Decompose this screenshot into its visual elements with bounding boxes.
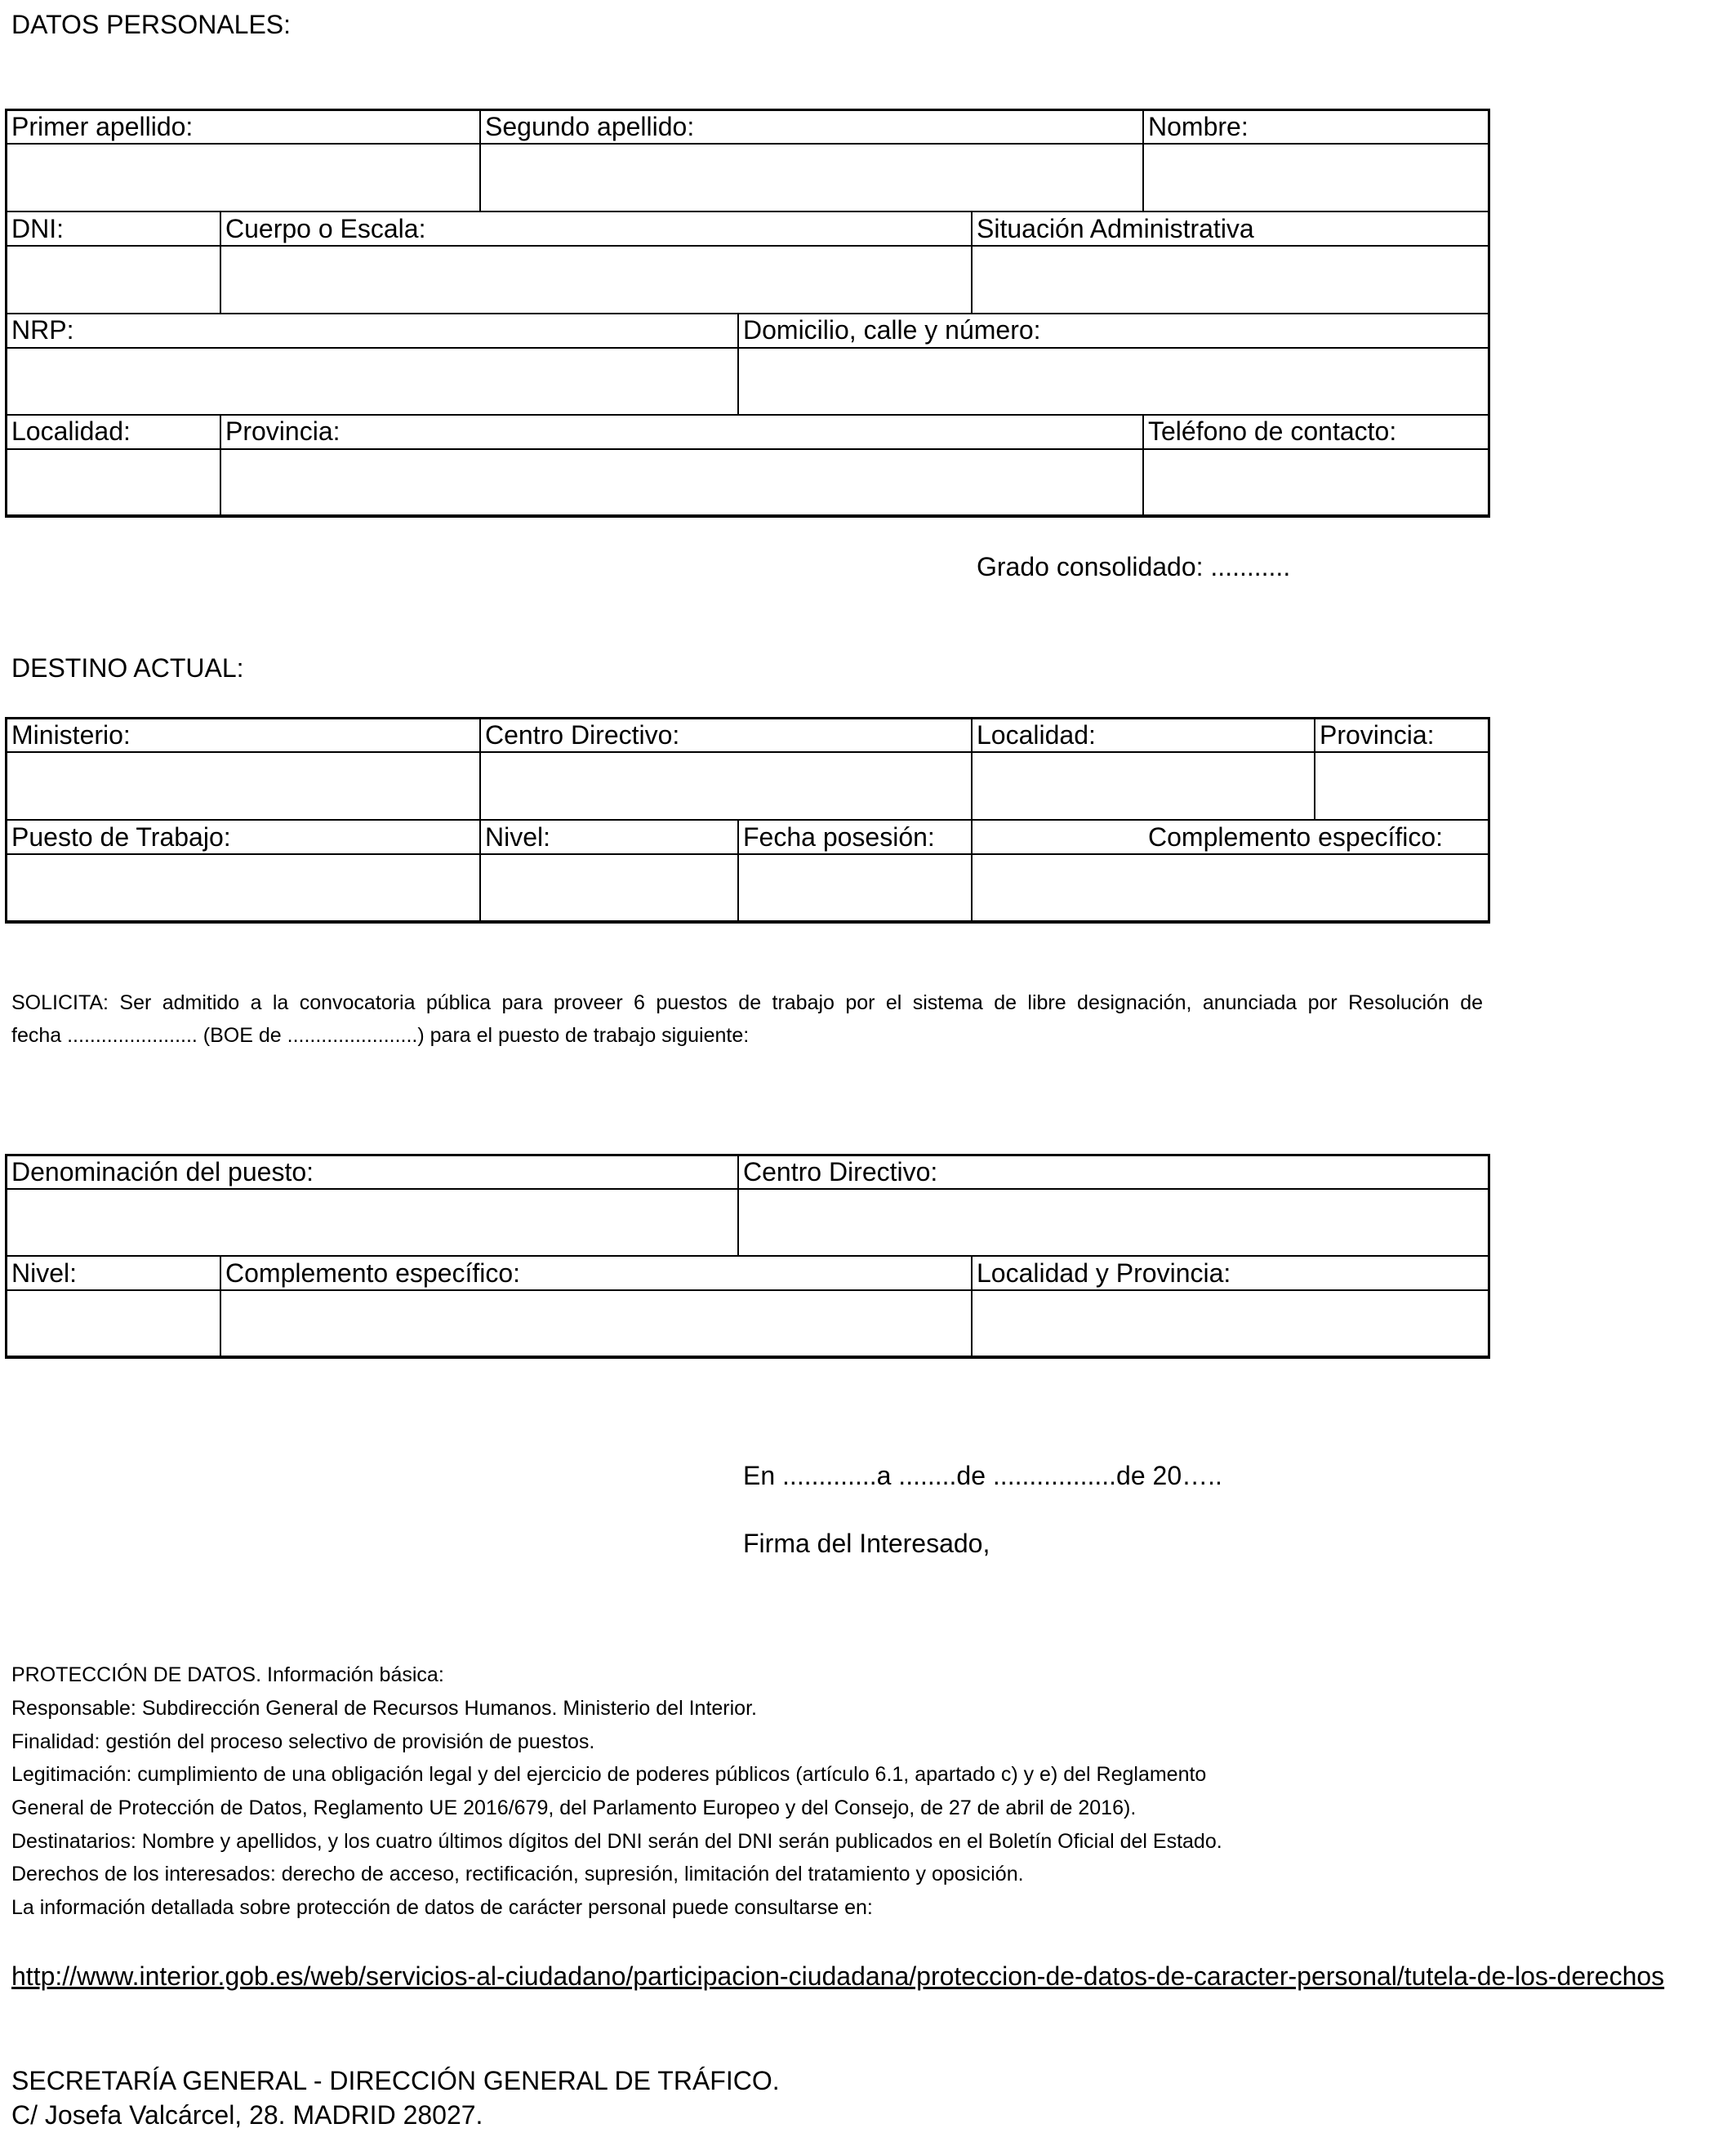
label-situacion-administrativa: Situación Administrativa (977, 214, 1254, 243)
label-ministerio: Ministerio: (11, 720, 131, 750)
firma-interesado: Firma del Interesado, (743, 1529, 990, 1558)
footer-direccion: C/ Josefa Valcárcel, 28. MADRID 28027. (11, 2100, 483, 2130)
proteccion-legitimacion-cont: General de Protección de Datos, Reglamento UE 2016/679, del Parlamento Europeo y del Consejo, de 27 de abril de 2016). (11, 1796, 1137, 1819)
label-puesto-trabajo: Puesto de Trabajo: (11, 822, 231, 852)
solicita-line-1: SOLICITA: Ser admitido a la convocatoria pública para proveer 6 puestos de trabajo por el sistema de libre designación, anunciada por Resolución de (11, 991, 1483, 1014)
label-domicilio: Domicilio, calle y número: (743, 315, 1041, 345)
label-primer-apellido: Primer apellido: (11, 112, 194, 141)
footer-secretaria: SECRETARÍA GENERAL - DIRECCIÓN GENERAL DE TRÁFICO. (11, 2066, 780, 2095)
proteccion-legitimacion: Legitimación: cumplimiento de una obligación legal y del ejercicio de poderes públicos (artículo 6.1, apartado c) y e) del Reglamento (11, 1763, 1207, 1786)
proteccion-responsable: Responsable: Subdirección General de Recursos Humanos. Ministerio del Interior. (11, 1697, 757, 1720)
label-centro-directivo-solicitado: Centro Directivo: (743, 1157, 938, 1186)
label-nivel-destino: Nivel: (485, 822, 551, 852)
label-localidad-provincia: Localidad y Provincia: (977, 1258, 1231, 1288)
label-complemento-especifico-solicitado: Complemento específico: (225, 1258, 521, 1288)
label-localidad-destino: Localidad: (977, 720, 1096, 750)
solicita-paragraph (11, 986, 1483, 1052)
fecha-firma: En .............a ........de .................de 20….. (743, 1461, 1222, 1490)
label-segundo-apellido: Segundo apellido: (485, 112, 695, 141)
label-complemento-especifico-destino: Complemento específico: (1148, 822, 1444, 852)
label-nrp: NRP: (11, 315, 74, 345)
label-nombre: Nombre: (1148, 112, 1249, 141)
proteccion-derechos: Derechos de los interesados: derecho de acceso, rectificación, supresión, limitación del tratamiento y oposición. (11, 1863, 1024, 1885)
label-fecha-posesion: Fecha posesión: (743, 822, 935, 852)
label-telefono: Teléfono de contacto: (1148, 416, 1397, 446)
label-localidad: Localidad: (11, 416, 131, 446)
proteccion-informacion: La información detallada sobre protección de datos de carácter personal puede consultarse en: (11, 1896, 873, 1919)
label-centro-directivo: Centro Directivo: (485, 720, 680, 750)
label-denominacion-puesto: Denominación del puesto: (11, 1157, 314, 1186)
label-cuerpo-escala: Cuerpo o Escala: (225, 214, 426, 243)
proteccion-url-link[interactable]: http://www.interior.gob.es/web/servicios-al-ciudadano/participacion-ciudadana/proteccion-de-datos-de-caracter-personal/tutela-de-los-derechos (11, 1961, 1665, 1991)
proteccion-destinatarios: Destinatarios: Nombre y apellidos, y los cuatro últimos dígitos del DNI serán del DNI serán publicados en el Boletín Oficial del Estado. (11, 1830, 1222, 1853)
section-heading-destino-actual: DESTINO ACTUAL: (11, 653, 244, 683)
label-provincia: Provincia: (225, 416, 341, 446)
proteccion-heading: PROTECCIÓN DE DATOS. Información básica: (11, 1663, 444, 1686)
section-heading-datos-personales: DATOS PERSONALES: (11, 10, 292, 39)
label-dni: DNI: (11, 214, 64, 243)
grado-consolidado: Grado consolidado: ........... (977, 552, 1291, 581)
proteccion-finalidad: Finalidad: gestión del proceso selectivo de provisión de puestos. (11, 1730, 595, 1753)
solicita-line-2: fecha ....................... (BOE de .......................) para el puesto de trabajo siguiente: (11, 1024, 750, 1047)
label-provincia-destino: Provincia: (1320, 720, 1435, 750)
label-nivel-solicitado: Nivel: (11, 1258, 78, 1288)
